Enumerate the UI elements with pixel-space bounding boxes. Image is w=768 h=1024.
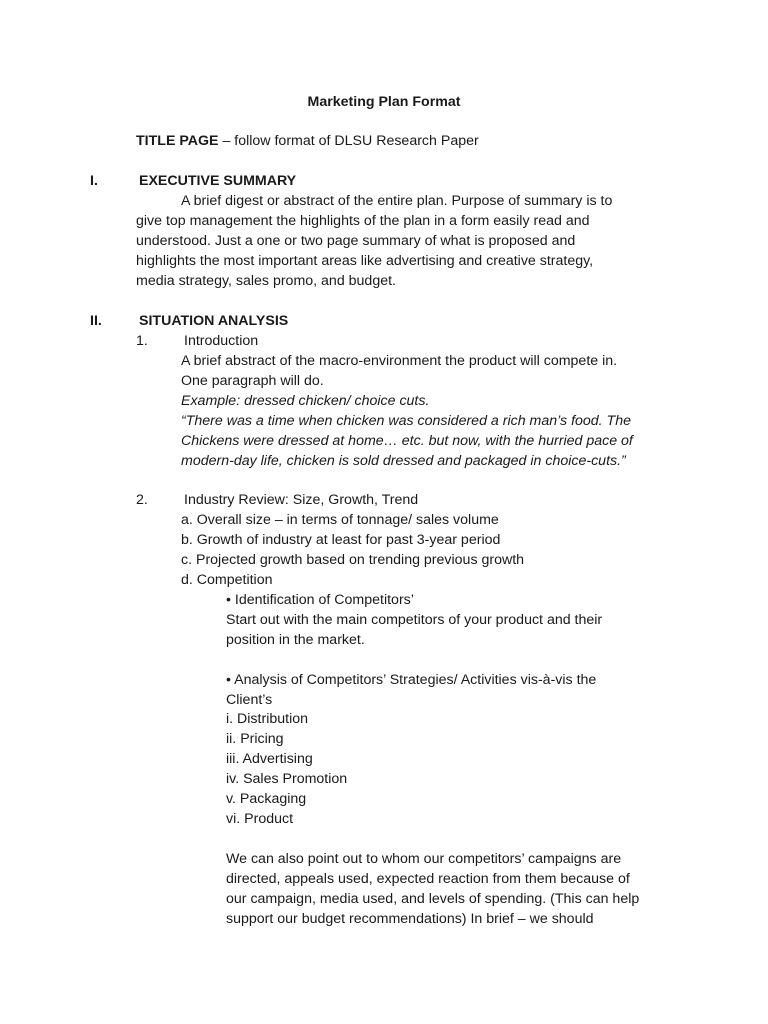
competitor-analysis-line: Client’s bbox=[226, 692, 273, 708]
section-1-heading: EXECUTIVE SUMMARY bbox=[139, 173, 297, 189]
roman-list-item: iii. Advertising bbox=[226, 751, 313, 767]
item-2-number: 2. bbox=[136, 492, 148, 508]
competitor-text-line: position in the market. bbox=[226, 632, 365, 648]
item-1-number: 1. bbox=[136, 333, 148, 349]
industry-sub-item: b. Growth of industry at least for past 3-year period bbox=[181, 532, 501, 548]
example-quote-line: “There was a time when chicken was considered a rich man’s food. The bbox=[181, 413, 632, 429]
closing-line: directed, appeals used, expected reaction from them because of bbox=[226, 871, 630, 887]
summary-line: give top management the highlights of the plan in a form easily read and bbox=[136, 213, 590, 229]
example-line: Example: dressed chicken/ choice cuts. bbox=[181, 393, 430, 409]
document-title: Marketing Plan Format bbox=[307, 94, 461, 110]
item-2-label: Industry Review: Size, Growth, Trend bbox=[184, 492, 419, 508]
competitor-bullet: • Identification of Competitors’ bbox=[226, 592, 414, 608]
industry-sub-item: a. Overall size – in terms of tonnage/ sales volume bbox=[181, 512, 499, 528]
section-2-numeral: II. bbox=[90, 313, 102, 329]
competitor-analysis-bullet: • Analysis of Competitors’ Strategies/ Activities vis-à-vis the bbox=[226, 672, 597, 688]
summary-line: understood. Just a one or two page summary of what is proposed and bbox=[136, 233, 576, 249]
roman-list-item: v. Packaging bbox=[226, 791, 307, 807]
title-page-label: TITLE PAGE bbox=[136, 133, 219, 149]
example-quote-line: Chickens were dressed at home… etc. but now, with the hurried pace of bbox=[181, 433, 633, 449]
roman-list-item: ii. Pricing bbox=[226, 731, 284, 747]
title-page-line bbox=[136, 131, 479, 151]
title-page-text: – follow format of DLSU Research Paper bbox=[218, 133, 479, 149]
roman-list-item: iv. Sales Promotion bbox=[226, 771, 348, 787]
industry-sub-item: c. Projected growth based on trending previous growth bbox=[181, 552, 525, 568]
competitor-text-line: Start out with the main competitors of your product and their bbox=[226, 612, 603, 628]
intro-line: A brief abstract of the macro-environment the product will compete in. bbox=[181, 353, 618, 369]
closing-line: We can also point out to whom our competitors’ campaigns are bbox=[226, 851, 622, 867]
summary-line: A brief digest or abstract of the entire plan. Purpose of summary is to bbox=[181, 193, 613, 209]
industry-sub-item: d. Competition bbox=[181, 572, 273, 588]
item-1-label: Introduction bbox=[184, 333, 259, 349]
section-1-numeral: I. bbox=[90, 173, 98, 189]
closing-line: our campaign, media used, and levels of spending. (This can help bbox=[226, 891, 640, 907]
example-quote-line: modern-day life, chicken is sold dressed and packaged in choice-cuts.” bbox=[181, 453, 626, 469]
section-2-heading: SITUATION ANALYSIS bbox=[139, 313, 289, 329]
summary-line: highlights the most important areas like advertising and creative strategy, bbox=[136, 253, 594, 269]
roman-list-item: vi. Product bbox=[226, 811, 294, 827]
intro-line: One paragraph will do. bbox=[181, 373, 324, 389]
closing-line: support our budget recommendations) In brief – we should bbox=[226, 911, 594, 927]
summary-line: media strategy, sales promo, and budget. bbox=[136, 273, 396, 289]
roman-list-item: i. Distribution bbox=[226, 711, 309, 727]
